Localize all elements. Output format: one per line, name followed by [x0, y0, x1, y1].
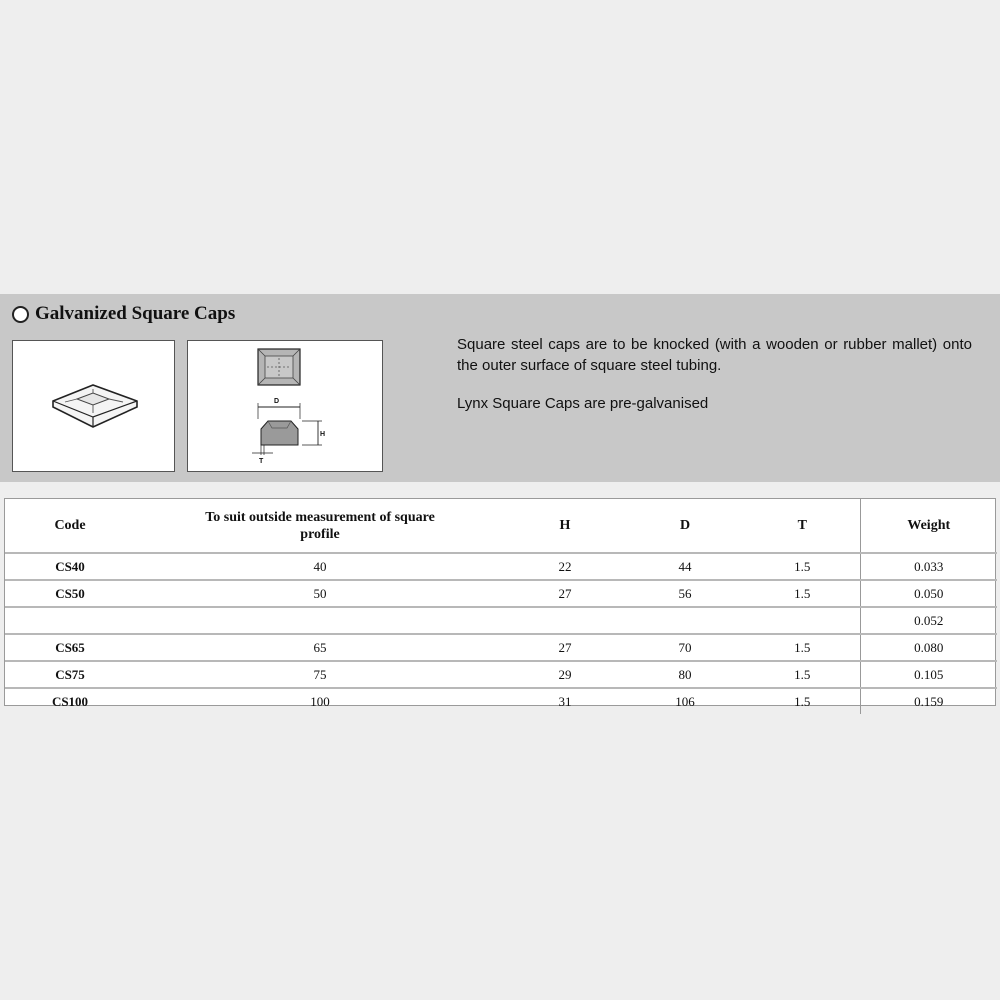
cell-d: 44 [625, 553, 745, 580]
header-t: T [745, 499, 860, 553]
cell-suit: 100 [135, 688, 505, 714]
diagram-label-h: H [320, 431, 326, 438]
cell-d: 70 [625, 634, 745, 661]
cell-code [5, 607, 135, 634]
table-row [5, 580, 997, 607]
header-weight: Weight [860, 499, 997, 553]
cell-h: 31 [505, 688, 625, 714]
description-paragraph: Square steel caps are to be knocked (with a wooden or rubber mallet) onto the outer surface of square steel tubing. [457, 336, 972, 374]
cap-dimension-diagram [187, 340, 383, 472]
cell-weight: 0.080 [860, 634, 997, 661]
product-title: Galvanized Square Caps [35, 303, 236, 324]
cell-code: CS75 [5, 661, 135, 688]
cell-suit: 65 [135, 634, 505, 661]
title-row [12, 302, 235, 326]
cell-h [505, 607, 625, 634]
cell-d [625, 607, 745, 634]
cell-suit [135, 607, 505, 634]
spec-table [4, 498, 996, 709]
cell-h: 27 [505, 580, 625, 607]
cell-weight: 0.052 [860, 607, 997, 634]
diagram-label-t: T [259, 458, 264, 465]
cell-t: 1.5 [745, 688, 860, 714]
cell-t: 1.5 [745, 580, 860, 607]
cell-weight: 0.105 [860, 661, 997, 688]
cell-d: 106 [625, 688, 745, 714]
header-d: D [625, 499, 745, 553]
cell-weight: 0.159 [860, 688, 997, 714]
cell-t: 1.5 [745, 661, 860, 688]
product-description [457, 334, 972, 431]
cap-3d-image [12, 340, 175, 472]
table-row [5, 661, 997, 688]
cell-code: CS100 [5, 688, 135, 714]
cell-suit: 75 [135, 661, 505, 688]
diagram-label-d: D [274, 398, 280, 405]
cell-t [745, 607, 860, 634]
table-row [5, 634, 997, 661]
table-row [5, 607, 997, 634]
header-suit: To suit outside measurement of square profile [135, 499, 505, 553]
cell-suit: 40 [135, 553, 505, 580]
cell-suit: 50 [135, 580, 505, 607]
header-h: H [505, 499, 625, 553]
product-panel [0, 294, 1000, 482]
cell-t: 1.5 [745, 634, 860, 661]
cell-code: CS40 [5, 553, 135, 580]
cell-h: 29 [505, 661, 625, 688]
cell-weight: 0.050 [860, 580, 997, 607]
cell-h: 27 [505, 634, 625, 661]
cell-code: CS65 [5, 634, 135, 661]
table-header-row [5, 499, 997, 553]
table-row [5, 688, 997, 714]
description-paragraph: Lynx Square Caps are pre-galvanised [457, 395, 709, 412]
cell-code: CS50 [5, 580, 135, 607]
cell-h: 22 [505, 553, 625, 580]
cell-weight: 0.033 [860, 553, 997, 580]
header-code: Code [5, 499, 135, 553]
cell-d: 80 [625, 661, 745, 688]
cell-d: 56 [625, 580, 745, 607]
circle-bullet-icon [12, 306, 29, 323]
table-row [5, 553, 997, 580]
cell-t: 1.5 [745, 553, 860, 580]
